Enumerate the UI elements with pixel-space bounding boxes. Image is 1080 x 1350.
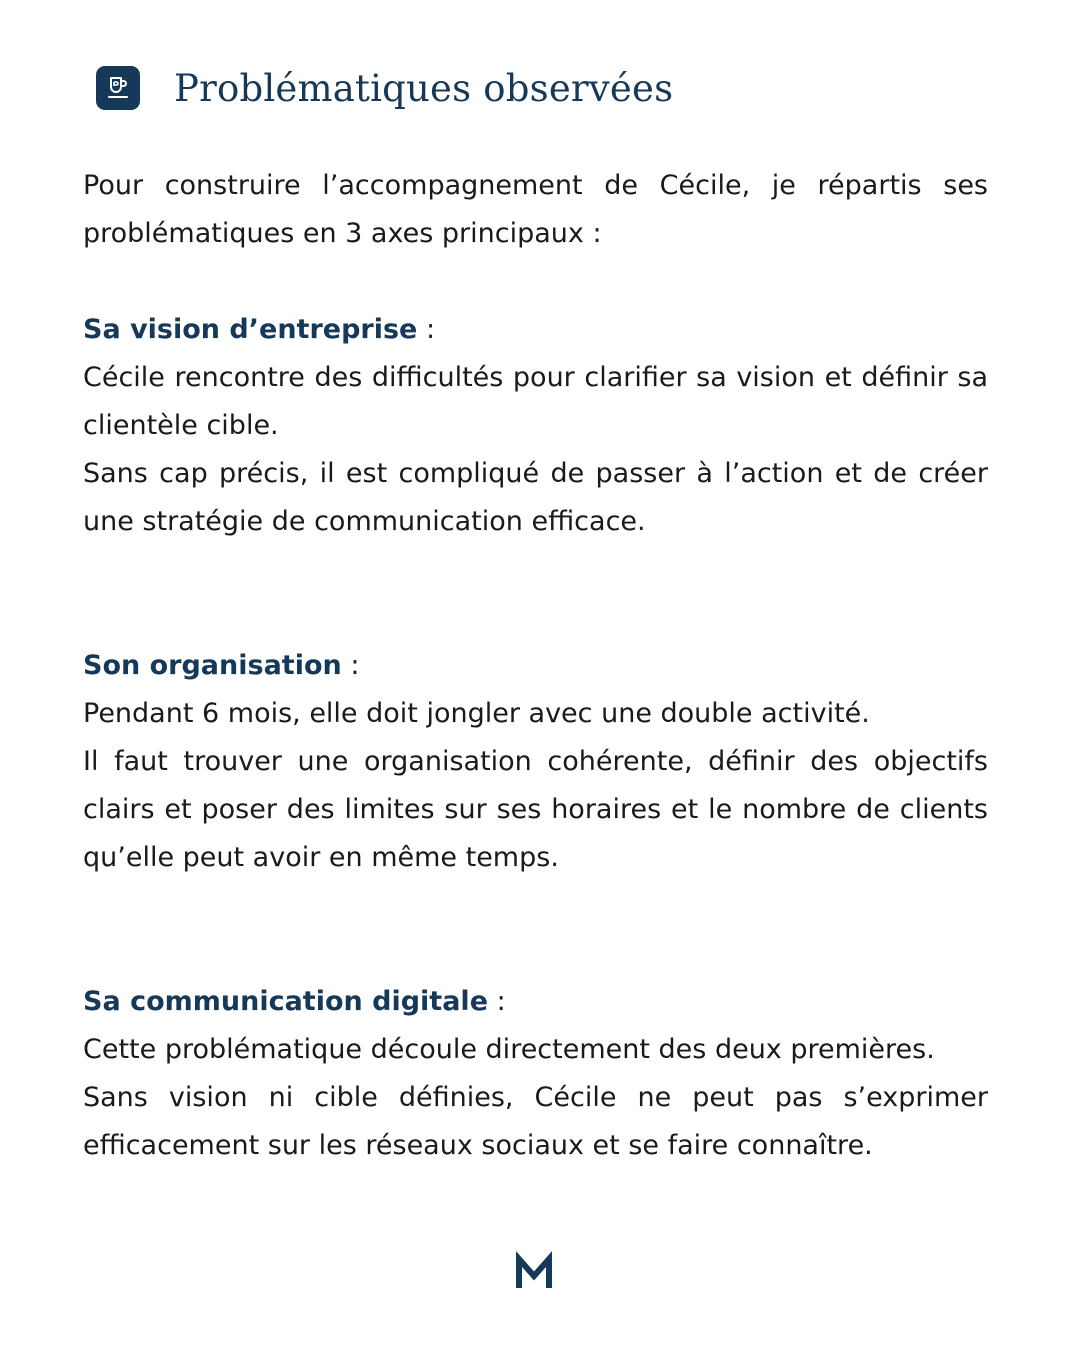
section-organisation	[83, 642, 988, 882]
section-heading	[83, 642, 988, 690]
page-header	[96, 62, 673, 114]
section-heading	[83, 306, 988, 354]
section-heading-label: Son organisation	[83, 650, 342, 681]
m-logo	[512, 1250, 556, 1294]
mug-icon	[96, 66, 140, 110]
section-heading-colon: :	[341, 650, 360, 681]
spacer	[83, 546, 988, 642]
spacer	[83, 882, 988, 978]
section-heading-label: Sa communication digitale	[83, 986, 488, 1017]
section-paragraph: Sans cap précis, il est compliqué de passer à l’action et de créer une stratégie de communication efficace.	[83, 458, 988, 537]
section-communication	[83, 978, 988, 1170]
section-vision	[83, 306, 988, 546]
section-paragraph: Cette problématique découle directement des deux premières.	[83, 1034, 935, 1065]
intro-paragraph: Pour construire l’accompagnement de Cécile, je répartis ses problématiques en 3 axes principaux :	[83, 170, 988, 249]
section-heading-colon: :	[417, 314, 436, 345]
page-title: Problématiques observées	[174, 66, 674, 110]
section-paragraph: Sans vision ni cible définies, Cécile ne peut pas s’exprimer efficacement sur les réseaux sociaux et se faire connaître.	[83, 1082, 988, 1161]
section-paragraph: Pendant 6 mois, elle doit jongler avec une double activité.	[83, 698, 870, 729]
main-content	[83, 162, 988, 1170]
section-heading-label: Sa vision d’entreprise	[83, 314, 418, 345]
section-heading	[83, 978, 988, 1026]
section-heading-colon: :	[488, 986, 506, 1017]
section-paragraph: Cécile rencontre des difficultés pour clarifier sa vision et définir sa clientèle cible.	[83, 362, 988, 441]
section-paragraph: Il faut trouver une organisation cohérente, définir des objectifs clairs et poser des limites sur ses horaires et le nombre de clients qu’elle peut avoir en même temps.	[83, 746, 988, 873]
